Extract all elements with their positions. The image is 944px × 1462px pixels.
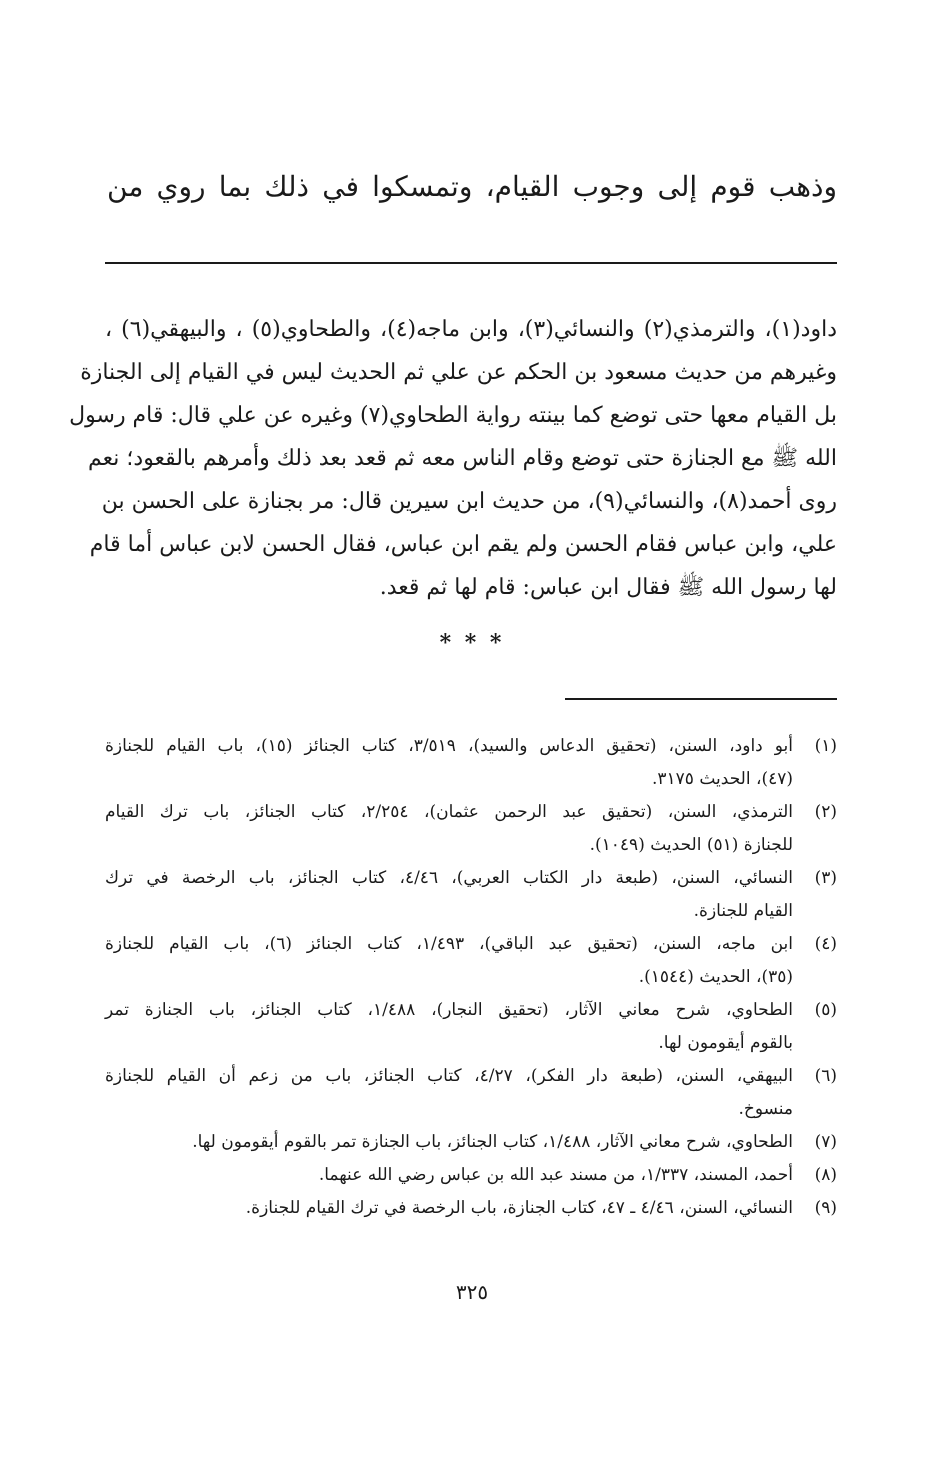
footnote-number: (٢) (814, 802, 837, 822)
footnote-line: أحمد، المسند، ١/٣٣٧، من مسند عبد الله بن عباس رضي الله عنهما. (318, 1165, 793, 1185)
header-text-line: وذهب قوم إلى وجوب القيام، وتمسكوا في ذلك بما روي من (107, 170, 837, 203)
footnote-item (105, 862, 837, 928)
footnote-line: الطحاوي، شرح معاني الآثار، ١/٤٨٨، كتاب الجنائز، باب الجنازة تمر بالقوم أيقومون لها. (192, 1132, 793, 1152)
page-number: ٣٢٥ (455, 1280, 489, 1304)
main-paragraph (69, 308, 837, 609)
paragraph-line: داود(١)، والترمذي(٢) والنسائي(٣)، وابن ماجه(٤)، والطحاوي(٥) ، والبيهقي(٦) ، (105, 317, 837, 342)
footnote-line: أبو داود، السنن، (تحقيق الدعاس والسيد)، ٣/٥١٩، كتاب الجنائز (١٥)، باب القيام للجنازة (105, 736, 793, 756)
footnote-line: ابن ماجه، السنن، (تحقيق عبد الباقي)، ١/٤٩٣، كتاب الجنائز (٦)، باب القيام للجنازة (105, 934, 793, 954)
section-separator: * * * (439, 630, 505, 656)
footnote-item (105, 1060, 837, 1126)
footnotes (105, 730, 837, 1225)
footnote-line: الطحاوي، شرح معاني الآثار، (تحقيق النجار)، ١/٤٨٨، كتاب الجنائز، باب الجنازة تمر (105, 1000, 793, 1020)
footnote-line: النسائي، السنن، ٤/٤٦ ـ ٤٧، كتاب الجنازة، باب الرخصة في ترك القيام للجنازة. (245, 1198, 793, 1218)
footnote-line: القيام للجنازة. (693, 901, 793, 921)
footnote-item (105, 730, 837, 796)
footnote-line: بالقوم أيقومون لها. (658, 1033, 793, 1053)
paragraph-line: لها رسول الله ﷺ فقال ابن عباس: قام لها ثم قعد. (379, 575, 837, 600)
footnote-number: (٤) (814, 934, 837, 954)
paragraph-line: الله ﷺ مع الجنازة حتى توضع وقام الناس معه ثم قعد بعد ذلك وأمرهم بالقعود؛ نعم (88, 446, 837, 471)
footnote-number: (٧) (814, 1132, 837, 1152)
footnote-number: (٥) (814, 1000, 837, 1020)
footnote-number: (٣) (814, 868, 837, 888)
footnote-number: (٩) (814, 1198, 837, 1218)
footnote-item (105, 1159, 837, 1192)
footnote-number: (٨) (814, 1165, 837, 1185)
footnote-line: (٣٥)، الحديث (١٥٤٤). (638, 967, 793, 987)
header-divider (105, 262, 837, 264)
footnote-line: الترمذي، السنن، (تحقيق عبد الرحمن عثمان)، ٢/٢٥٤، كتاب الجنائز، باب ترك القيام (105, 802, 793, 822)
footnote-item (105, 994, 837, 1060)
footnote-number: (١) (814, 736, 837, 756)
footnote-item (105, 1192, 837, 1225)
footnote-line: البيهقي، السنن، (طبعة دار الفكر)، ٤/٢٧، كتاب الجنائز، باب من زعم أن القيام للجنازة (105, 1066, 794, 1086)
footnote-line: منسوخ. (738, 1099, 793, 1119)
paragraph-line: روى أحمد(٨)، والنسائي(٩)، من حديث ابن سيرين قال: مر بجنازة على الحسن بن (101, 489, 837, 514)
paragraph-line: وغيرهم من حديث مسعود بن الحكم عن علي ثم الحديث ليس في القيام إلى الجنازة (80, 360, 837, 385)
footnote-item (105, 1126, 837, 1159)
footnote-line: (٤٧)، الحديث ٣١٧٥. (652, 769, 793, 789)
footnote-item (105, 796, 837, 862)
footnote-divider (565, 698, 837, 700)
footnote-item (105, 928, 837, 994)
footnote-line: النسائي، السنن، (طبعة دار الكتاب العربي)، ٤/٤٦، كتاب الجنائز، باب الرخصة في ترك (105, 868, 793, 888)
footnote-line: للجنازة (٥١) الحديث (١٠٤٩). (589, 835, 793, 855)
footnote-number: (٦) (814, 1066, 837, 1086)
paragraph-line: علي، وابن عباس فقام الحسن ولم يقم ابن عباس، فقال الحسن لابن عباس أما قام (89, 532, 837, 557)
paragraph-line: بل القيام معها حتى توضع كما بينته رواية الطحاوي(٧) وغيره عن علي قال: قام رسول (69, 403, 837, 428)
